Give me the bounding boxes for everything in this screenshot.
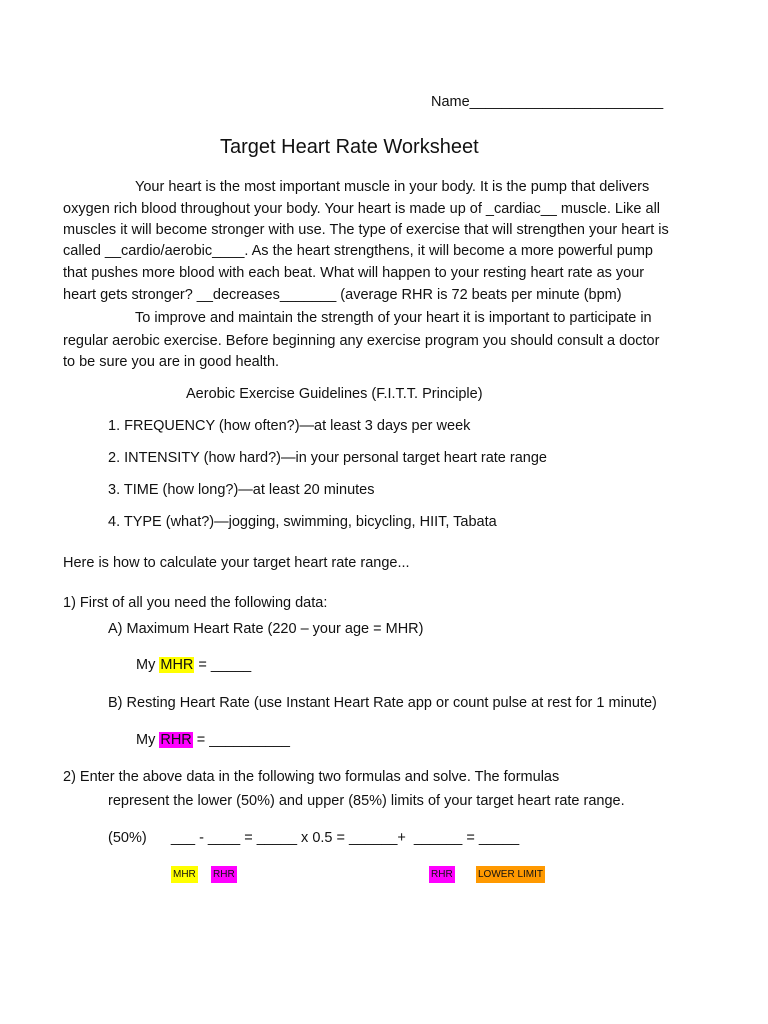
guideline-intensity: 2. INTENSITY (how hard?)—in your personal target heart rate range: [108, 450, 547, 466]
formula-label-lower-limit: LOWER LIMIT: [476, 866, 545, 883]
intro-line-5: that pushes more blood with each beat. What will happen to your resting heart rate as your: [63, 265, 645, 281]
guideline-time: 3. TIME (how long?)—at least 20 minutes: [108, 482, 375, 498]
formula-label-rhr-2: RHR: [429, 866, 455, 883]
guideline-frequency: 1. FREQUENCY (how often?)—at least 3 days per week: [108, 418, 471, 434]
intro2-line-3: to be sure you are in good health.: [63, 354, 280, 370]
rhr-highlight: RHR: [160, 732, 192, 748]
name-field: Name________________________: [431, 94, 664, 110]
my-rhr-prefix: My: [136, 732, 160, 748]
intro-line-3: muscles it will become stronger with use. The type of exercise that will strengthen your heart is: [63, 222, 669, 238]
intro2-line-2: regular aerobic exercise. Before beginning any exercise program you should consult a doctor: [63, 333, 660, 349]
guideline-type: 4. TYPE (what?)—jogging, swimming, bicycling, HIIT, Tabata: [108, 514, 497, 530]
intro-line-4: called __cardio/aerobic____. As the heart strengthens, it will become a more powerful pump: [63, 243, 653, 259]
intro-line-2: oxygen rich blood throughout your body. Your heart is made up of _cardiac__ muscle. Like all: [63, 201, 661, 217]
intro2-line-1: To improve and maintain the strength of your heart it is important to participate in: [135, 310, 652, 326]
step-2: 2) Enter the above data in the following two formulas and solve. The formulas: [63, 769, 560, 785]
step-1: 1) First of all you need the following data:: [63, 595, 328, 611]
intro-line-6: heart gets stronger? __decreases_______ (average RHR is 72 beats per minute (bpm): [63, 287, 622, 303]
formula-label-rhr: RHR: [211, 866, 237, 883]
my-mhr-blank: = _____: [194, 657, 252, 673]
page-title: Target Heart Rate Worksheet: [220, 136, 479, 158]
step-2-continued: represent the lower (50%) and upper (85%) limits of your target heart rate range.: [108, 793, 625, 809]
my-rhr-blank: = __________: [192, 732, 290, 748]
guidelines-heading: Aerobic Exercise Guidelines (F.I.T.T. Principle): [186, 386, 483, 402]
step-1b: B) Resting Heart Rate (use Instant Heart Rate app or count pulse at rest for 1 minute): [108, 695, 657, 711]
formula-label-mhr: MHR: [171, 866, 198, 883]
calc-intro: Here is how to calculate your target heart rate range...: [63, 555, 410, 571]
my-mhr-line: [136, 657, 251, 673]
intro-line-1: Your heart is the most important muscle in your body. It is the pump that delivers: [135, 179, 650, 195]
mhr-highlight: MHR: [160, 657, 194, 673]
lower-limit-formula: (50%) ___ - ____ = _____ x 0.5 = ______+ ______ = _____: [108, 830, 520, 846]
step-1a: A) Maximum Heart Rate (220 – your age = MHR): [108, 621, 424, 637]
my-rhr-line: [136, 732, 290, 748]
my-mhr-prefix: My: [136, 657, 160, 673]
